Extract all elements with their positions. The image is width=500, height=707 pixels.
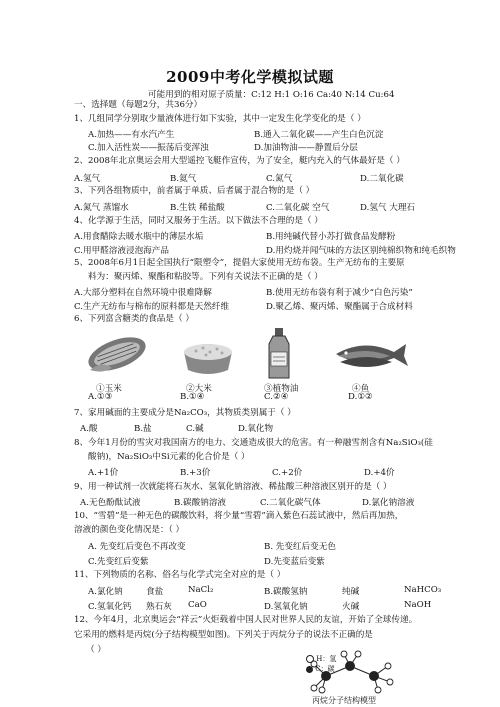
q2-option-c[interactable]: C.氮气 — [266, 174, 293, 184]
atomic-masses: 可能用到的相对原子质量：C:12 H:1 O:16 Ca:40 N:14 Cu:64 — [148, 90, 395, 100]
q10-stem-line1: 10、“雪碧”是一种无色的碳酸饮料，将少量“雪碧”滴入紫色石蕊试液中，然后再加热， — [74, 511, 404, 521]
q11-option-d-name[interactable]: D.氢氧化钠 — [264, 602, 308, 612]
q3-options — [74, 201, 474, 212]
q1-options-row2 — [88, 141, 468, 152]
carbon-key-icon — [306, 666, 313, 673]
q4-options-row2 — [74, 244, 474, 255]
q3-stem: 3、下列各组物质中，前者属于单质、后者属于混合物的是（ ） — [74, 186, 315, 196]
q2-option-a[interactable]: A.氢气 — [74, 174, 101, 184]
q8-option-a[interactable]: A.+1价 — [88, 468, 119, 478]
q8-stem-line1: 8、今年1月份的雪灾对我国南方的电力、交通造成很大的危害。有一种融雪剂含有Na₂SiO₃(硅 — [74, 438, 433, 448]
q12-stem-line1: 12、今年4月，北京奥运会“祥云”火炬载着中国人民对世界人民的友谊，开始了全球传递。 — [74, 615, 418, 625]
q5-stem-line1: 5、2008年6月1日起全国执行“限塑令”，提倡大家使用无纺布袋。生产无纺布的主要原 — [74, 258, 405, 268]
q11-option-a-formula: NaCl₂ — [188, 585, 214, 595]
caption-corn: ①玉米 — [96, 384, 122, 394]
oil-bottle-image — [262, 326, 296, 378]
q4-option-a[interactable]: A.用食醋除去暖水瓶中的薄层水垢 — [74, 232, 204, 242]
propane-caption: 丙烷分子结构模型 — [312, 696, 376, 705]
legend-carbon — [306, 664, 335, 674]
q5-option-a[interactable]: A.大部分塑料在自然环境中很难降解 — [74, 288, 212, 298]
q3-option-b[interactable]: B.生铁 稀盐酸 — [170, 203, 225, 213]
legend-hydrogen — [306, 654, 336, 664]
q9-options — [80, 496, 480, 507]
q11-option-d-formula: NaOH — [404, 600, 432, 610]
q4-option-d[interactable]: D.用灼烧并闻气味的方法区别纯棉织物和纯毛织物 — [266, 246, 456, 256]
q2-option-d[interactable]: D.二氧化碳 — [360, 174, 404, 184]
q3-option-c[interactable]: C.二氧化碳 空气 — [266, 203, 330, 213]
q4-option-b[interactable]: B.用纯碱代替小苏打做食品发酵粉 — [266, 232, 396, 242]
q11-stem: 11、下列物质的名称、俗名与化学式完全对应的是（ ） — [74, 570, 286, 580]
q10-option-d[interactable]: D.先变蓝后变紫 — [264, 557, 325, 567]
q6-option-b[interactable]: B.①④ — [180, 392, 205, 402]
q6-option-a[interactable]: A.①③ — [88, 392, 113, 402]
q5-option-c[interactable]: C.生产无纺布与棉布的原料都是天然纤维 — [74, 302, 230, 312]
q5-options-row2 — [74, 300, 474, 311]
q8-option-c[interactable]: C.+2价 — [272, 468, 303, 478]
legend-carbon-text: C：碳 — [315, 665, 335, 673]
page-title: 2009中考化学模拟试题 — [166, 68, 334, 86]
q1-option-b[interactable]: B.通入二氧化碳——产生白色沉淀 — [254, 130, 384, 140]
q5-options-row1 — [74, 286, 474, 297]
q6-option-c[interactable]: C.②④ — [264, 392, 289, 402]
q9-stem: 9、用一种试剂一次就能将石灰水、氢氧化钠溶液、稀盐酸三种溶液区别开的是（ ） — [74, 482, 392, 492]
q11-option-c-common: 熟石灰 — [146, 602, 172, 612]
q7-option-c[interactable]: C.碱 — [186, 424, 204, 434]
caption-fish: ④鱼 — [352, 384, 370, 394]
q10-option-a[interactable]: A. 先变红后变色不再改变 — [88, 542, 186, 552]
fish-image — [330, 334, 410, 386]
q11-option-d-common: 火碱 — [342, 602, 360, 612]
q7-stem: 7、家用碱面的主要成分是Na₂CO₃，其物质类别属于（ ） — [74, 408, 296, 418]
hydrogen-key-icon — [306, 655, 314, 663]
q12-stem-line2: 它采用的燃料是丙烷(分子结构模型如图)。下列关于丙烷分子的说法不正确的是 — [74, 630, 373, 640]
q11-option-a-name[interactable]: A.氯化钠 — [88, 587, 123, 597]
q11-options-row1 — [88, 585, 488, 596]
q11-option-b-common: 纯碱 — [342, 587, 360, 597]
q11-option-b-name[interactable]: B.碳酸氢钠 — [264, 587, 308, 597]
q8-stem-line2: 酸钠)，Na₂SiO₃中Si元素的化合价是（ ） — [88, 452, 250, 462]
q9-option-a[interactable]: A.无色酚酞试液 — [80, 498, 141, 508]
q11-option-b-formula: NaHCO₃ — [404, 585, 442, 595]
q4-option-c[interactable]: C.用甲醛溶液浸泡海产品 — [74, 246, 169, 256]
q10-stem-line2: 溶液的颜色变化情况是：（ ） — [74, 525, 185, 535]
q6-options — [88, 392, 468, 403]
q5-stem-line2: 料为：聚丙烯、聚酯和粘胶等。下列有关说法不正确的是（ ） — [88, 272, 323, 282]
q3-option-d[interactable]: D.氢气 大理石 — [360, 203, 416, 213]
q11-options-row2 — [88, 600, 488, 611]
q10-options-row1 — [88, 540, 468, 551]
q6-stem: 6、下列富含糖类的食品是（ ） — [74, 314, 194, 324]
q1-option-d[interactable]: D.加油物油——静置后分层 — [254, 143, 358, 153]
q1-options-row1 — [88, 128, 468, 139]
q7-option-d[interactable]: D.氧化物 — [238, 424, 274, 434]
q7-options — [80, 422, 460, 433]
q3-option-a[interactable]: A.氮气 蒸馏水 — [74, 203, 129, 213]
q8-option-b[interactable]: B.+3价 — [180, 468, 211, 478]
q4-stem: 4、化学源于生活，同时又服务于生活。以下做法不合理的是（ ） — [74, 216, 323, 226]
caption-oil: ③植物油 — [264, 384, 299, 394]
q9-option-c[interactable]: C.二氧化碳气体 — [260, 498, 321, 508]
q6-option-d[interactable]: D.①② — [348, 392, 373, 402]
q10-options-row2 — [88, 555, 468, 566]
q9-option-b[interactable]: B.碳酸钠溶液 — [174, 498, 227, 508]
caption-rice: ②大米 — [186, 384, 212, 394]
q5-option-b[interactable]: B.使用无纺布袋有利于减少“白色污染” — [266, 288, 413, 298]
q1-option-c[interactable]: C.加入活性炭——振荡后变浑浊 — [88, 143, 209, 153]
q11-option-a-common: 食盐 — [146, 587, 164, 597]
q11-option-c-name[interactable]: C.氢氧化钙 — [88, 602, 132, 612]
q11-option-c-formula: CaO — [188, 600, 207, 610]
q1-option-a[interactable]: A.加热——有水汽产生 — [88, 130, 175, 140]
q2-stem: 2、2008年北京奥运会用大型遥控飞艇作宣传，为了安全，艇内充入的气体最好是（ ） — [74, 156, 405, 166]
q7-option-a[interactable]: A.酸 — [80, 424, 98, 434]
section-heading: 一、选择题（每题2分，共36分） — [74, 100, 203, 110]
legend-hydrogen-text: H：氢 — [316, 655, 337, 663]
q10-option-c[interactable]: C.先变红后变紫 — [88, 557, 149, 567]
q1-stem: 1、几组同学分别取少量液体进行如下实验，其中一定发生化学变化的是（ ） — [74, 114, 366, 124]
q12-stem-line3: （ ） — [86, 645, 106, 655]
q10-option-b[interactable]: B. 先变红后变无色 — [264, 542, 336, 552]
q8-options — [88, 466, 468, 477]
q4-options-row1 — [74, 230, 474, 241]
q2-option-b[interactable]: B.氦气 — [170, 174, 197, 184]
q5-option-d[interactable]: D.聚乙烯、聚丙烯、聚酯属于合成材料 — [266, 302, 413, 312]
q7-option-b[interactable]: B.盐 — [134, 424, 152, 434]
q9-option-d[interactable]: D.氯化钠溶液 — [362, 498, 415, 508]
q8-option-d[interactable]: D.+4价 — [364, 468, 395, 478]
rice-image — [176, 330, 240, 382]
corn-image — [82, 330, 152, 382]
q2-options — [74, 172, 454, 183]
